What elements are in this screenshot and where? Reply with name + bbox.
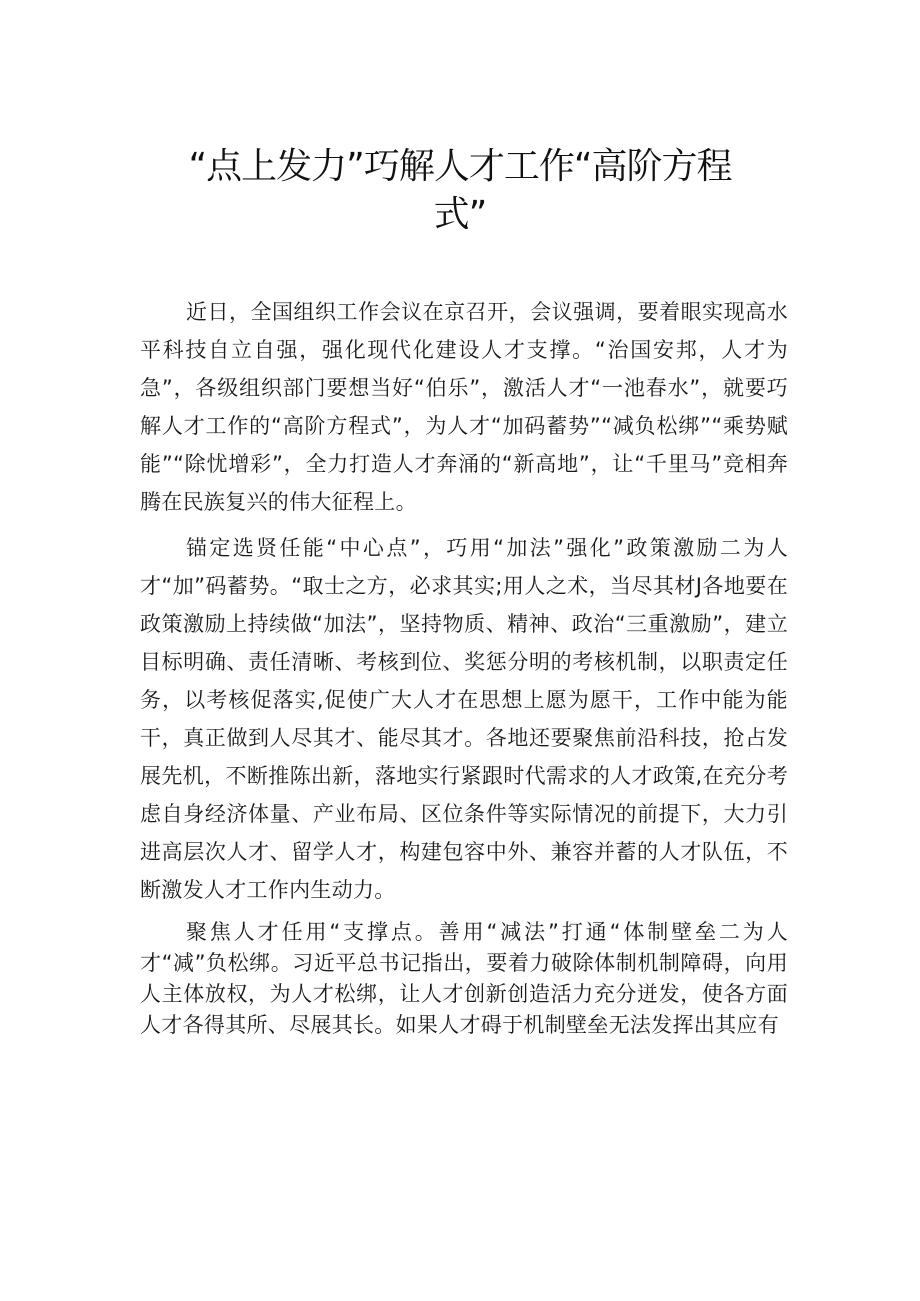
page-title-line-2: 式” (433, 194, 487, 235)
paragraph-addition: 锚定选贤任能“中心点”，巧用“加法”强化”政策激励二为人才“加”码蓄势。“取士之方，必求其实;用人之术，当尽其材J各地要在政策激励上持续做“加法”，坚持物质、精神、政治“三重激励”，建立目标明确、责任清晰、考核到位、奖惩分明的考核机制，以职责定任务，以考核促落实,促使广大人才在思想上愿为愿干，工作中能为能干，真正做到人尽其才、能尽其才。各地还要聚焦前沿科技，抢占发展先机，不断推陈出新，落地实行紧跟时代需求的人才政策,在充分考虑自身经济体量、产业布局、区位条件等实际情况的前提下，大力引进高层次人才、留学人才，构建包容中外、兼容并蓄的人才队伍，不断激发人才工作内生动力。 (140, 536, 788, 902)
paragraph-subtraction: 聚焦人才任用“支撑点。善用“减法”打通“体制壁垒二为人才“减”负松绑。习近平总书记指出，要着力破除体制机制障碍，向用人主体放权，为人才松绑，让人才创新创造活力充分迸发，使各方面人才各得其所、尽展其长。如果人才碍于机制壁垒无法发挥出其应有 (140, 920, 788, 1037)
page-title (150, 143, 770, 239)
page-title-line-1: “点上发力”巧解人才工作“高阶方程 (188, 146, 732, 187)
paragraph-intro: 近日，全国组织工作会议在京召开，会议强调，要着眼实现高水平科技自立自强，强化现代化建设人才支撑。“治国安邦，人才为急”，各级组织部门要想当好“伯乐”，激活人才“一池春水”，就要巧解人才工作的“高阶方程式”，为人才“加码蓄势”“减负松绑”“乘势赋能”“除忧增彩”，全力打造人才奔涌的“新高地”，让“千里马”竞相奔腾在民族复兴的伟大征程上。 (140, 300, 788, 514)
article-body (140, 293, 788, 1041)
